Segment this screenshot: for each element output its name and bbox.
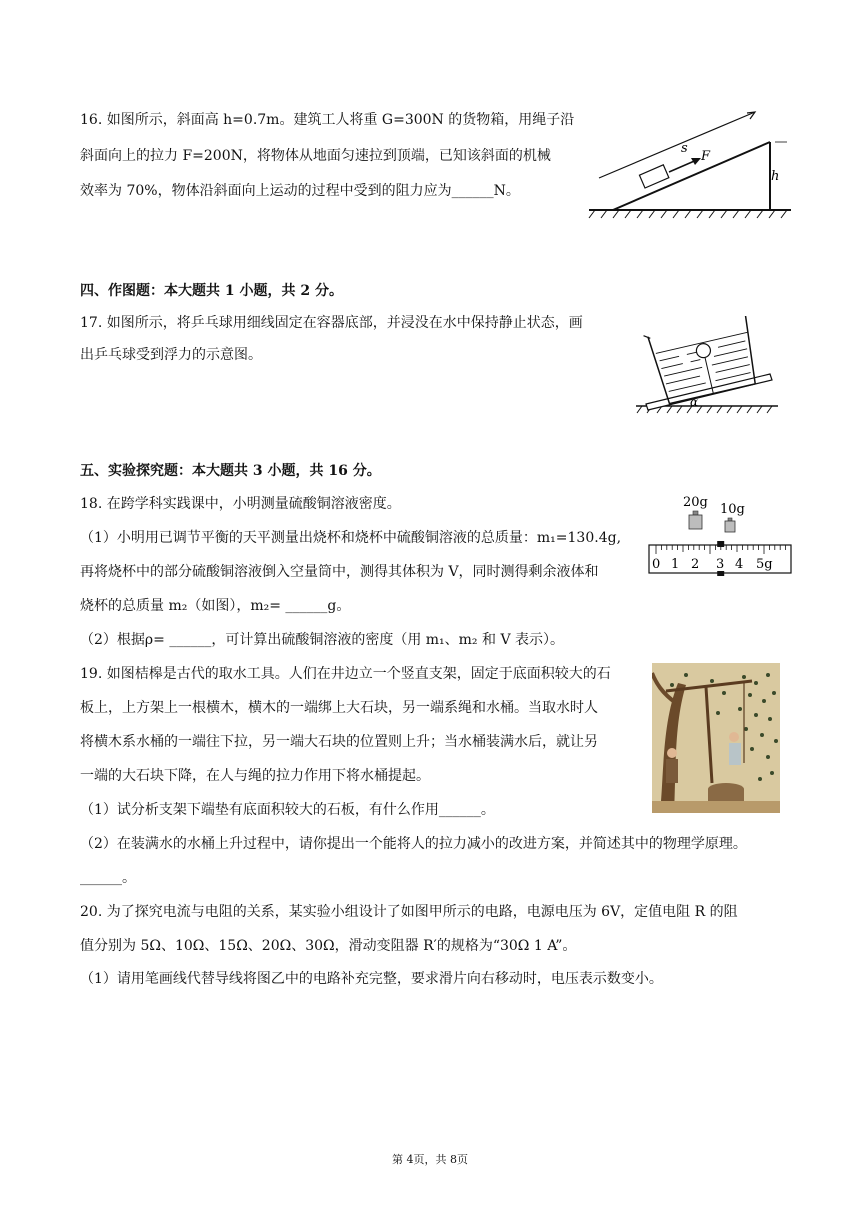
tick-4: 4 [735, 557, 744, 572]
tick-1: 1 [671, 557, 680, 572]
F-label: F [701, 149, 711, 164]
q19-line-6: （2）在装满水的水桶上升过程中，请你提出一个能将人的拉力减小的改进方案，并简述其中的物理学原理。 [80, 836, 747, 852]
tick-2: 2 [691, 557, 700, 572]
q20-line-3: （1）请用笔画线代替导线将图乙中的电路补充完整，要求滑片向右移动时，电压表示数变小。 [80, 971, 663, 987]
q18-line-2: （1）小明用已调节平衡的天平测量出烧杯和烧杯中硫酸铜溶液的总质量：m₁=130.4g, [80, 530, 622, 546]
q19-line-1: 19. 如图桔槔是古代的取水工具。人们在井边立一个竖直支架，固定于底面积较大的石 [80, 666, 611, 682]
incline-figure [585, 108, 795, 220]
beaker-figure [632, 316, 782, 416]
q16-line-1: 16. 如图所示，斜面高 h=0.7m。建筑工人将重 G=300N 的货物箱，用绳子沿 [80, 112, 575, 128]
section-5-title: 五、实验探究题：本大题共 3 小题，共 16 分。 [80, 463, 381, 479]
q19-line-3: 将横木系水桶的一端往下拉，另一端大石块的位置则上升；当水桶装满水后，就让另 [80, 734, 598, 750]
s-label: s [681, 141, 688, 156]
q19-line-5: （1）试分析支架下端垫有底面积较大的石板，有什么作用______。 [80, 802, 495, 818]
q19-line-2: 板上，上方架上一根横木，横木的一端绑上大石块，另一端系绳和水桶。当取水时人 [80, 700, 598, 716]
section-4-title: 四、作图题：本大题共 1 小题，共 2 分。 [80, 283, 343, 299]
tick-0: 0 [652, 557, 661, 572]
q17-line-1: 17. 如图所示，将乒乓球用细线固定在容器底部，并浸没在水中保持静止状态，画 [80, 315, 583, 331]
q16-line-3: 效率为 70%，物体沿斜面向上运动的过程中受到的阻力应为______N。 [80, 183, 520, 199]
q16-line-2: 斜面向上的拉力 F=200N，将物体从地面匀速拉到顶端，已知该斜面的机械 [80, 148, 551, 164]
h-label: h [771, 169, 780, 184]
tick-5g: 5g [756, 557, 773, 572]
weight-10g-label: 10g [720, 502, 745, 517]
q19-line-7: ______。 [80, 870, 136, 886]
q17-line-2: 出乒乓球受到浮力的示意图。 [80, 347, 262, 363]
q18-line-5: （2）根据ρ= ______，可计算出硫酸铜溶液的密度（用 m₁、m₂ 和 V 表示）。 [80, 632, 565, 648]
balance-weights-figure [646, 492, 794, 582]
weight-20g-label: 20g [683, 495, 708, 510]
rider [717, 541, 724, 547]
cargo-box [639, 165, 668, 188]
ping-pong-ball [695, 342, 712, 359]
weight-20g [689, 515, 702, 529]
q18-line-4: 烧杯的总质量 m₂（如图），m₂= ______g。 [80, 598, 351, 614]
page-number: 第 4页，共 8页 [392, 1153, 468, 1166]
alpha-label: α [690, 395, 699, 409]
q19-line-4: 一端的大石块下降，在人与绳的拉力作用下将水桶提起。 [80, 768, 430, 784]
well-sweep-illustration [652, 663, 780, 813]
q20-line-2: 值分别为 5Ω、10Ω、15Ω、20Ω、30Ω，滑动变阻器 R′的规格为“30Ω 1 A”。 [80, 938, 577, 954]
q18-line-3: 再将烧杯中的部分硫酸铜溶液倒入空量筒中，测得其体积为 V，同时测得剩余液体和 [80, 564, 599, 580]
q18-line-1: 18. 在跨学科实践课中，小明测量硫酸铜溶液密度。 [80, 496, 401, 512]
tick-3: 3 [716, 557, 725, 572]
weight-10g [725, 521, 735, 532]
q20-line-1: 20. 为了探究电流与电阻的关系，某实验小组设计了如图甲所示的电路，电源电压为 6V，定值电阻 R 的阻 [80, 904, 738, 920]
